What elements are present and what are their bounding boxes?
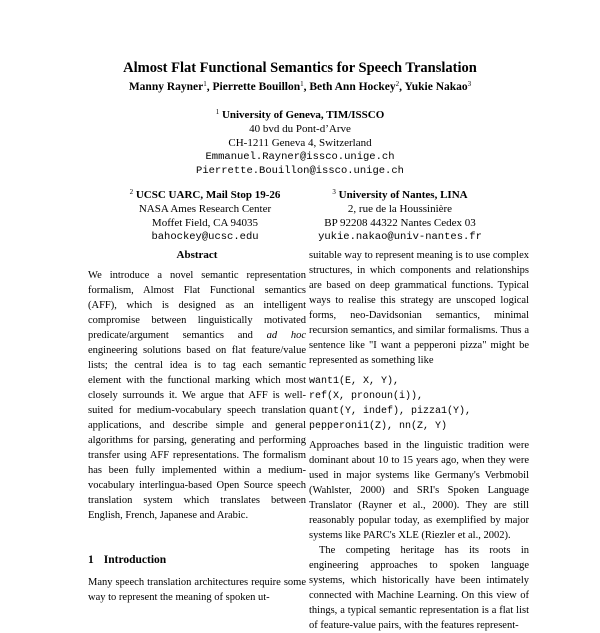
- affiliation-name: University of Geneva, TIM/ISSCO: [221, 109, 385, 121]
- code-line: want1(E, X, Y),: [309, 376, 400, 387]
- author-name: Manny Rayner: [128, 81, 204, 93]
- affiliation-name: University of Nantes, LINA: [338, 189, 468, 201]
- author-sup: 3: [467, 80, 472, 88]
- body-paragraph: suitable way to represent meaning is to use complex structures, in which components and relationships are based on deep grammatical functions. Typical ways to realise this strategy are unscoped logical forms, neo-Davidsonian semantics, minimal recursion semantics, and similar formalisms. Thus a sentence like "I want a pepperoni pizza" might be represented as something like: [309, 250, 529, 366]
- affiliation-sup: 3: [332, 188, 336, 196]
- author-separator: ,: [206, 81, 213, 93]
- author-list: [0, 81, 600, 93]
- author-name: Yukie Nakao: [404, 81, 468, 93]
- section-title: Introduction: [103, 554, 167, 566]
- affiliation-heading: [270, 188, 530, 202]
- affiliation-address-line: NASA Ames Research Center: [138, 203, 272, 215]
- affiliation-heading: [150, 108, 450, 122]
- code-line: ref(X, pronoun(i)),: [309, 391, 424, 402]
- affiliation-name: UCSC UARC, Mail Stop 19-26: [135, 189, 281, 201]
- abstract-text: We introduce a novel semantic representation formalism, Almost Flat Functional semantics (AFF), which is designed as an intelligent compromise between linguistically motivated predicate/argument semantics and: [88, 270, 306, 341]
- affiliation-address-line: CH-1211 Geneva 4, Switzerland: [228, 137, 372, 149]
- affiliation-sup: 2: [129, 188, 134, 196]
- affiliation-email: Pierrette.Bouillon@issco.unige.ch: [196, 165, 404, 177]
- author-sup: 2: [395, 80, 400, 88]
- abstract-emphasis: ad hoc: [266, 330, 306, 341]
- author-separator: ,: [399, 81, 405, 93]
- introduction-paragraph: Many speech translation architectures require some way to represent the meaning of spoken ut-: [88, 577, 306, 603]
- code-line: pepperoni1(Z), nn(Z, Y): [309, 421, 448, 432]
- abstract-text: engineering solutions based on flat feature/value lists; the central idea is to tag each semantic element with the functional marking which most closely surrounds it. We argue that AFF is well-suited for medium-vocabulary speech translation applications, and describe simple and general algorithms for parsing, generating and performing transfer using AFF representations. The formalism has been fully implemented within a medium-vocabulary interlingua-based Open Source speech translation system which translates between English, French, Japanese and Arabic.: [88, 345, 306, 521]
- affiliation-email: Emmanuel.Rayner@issco.unige.ch: [205, 151, 395, 163]
- code-block: [309, 374, 529, 434]
- section-heading-introduction: [88, 554, 166, 566]
- author-name: Pierrette Bouillon: [212, 81, 301, 93]
- section-number: 1: [88, 554, 94, 566]
- code-line: quant(Y, indef), pizza1(Y),: [309, 406, 472, 417]
- abstract-body: [88, 268, 306, 523]
- affiliation-address-line: 2, rue de la Houssinière: [347, 203, 453, 215]
- right-column: [309, 248, 529, 633]
- abstract-paragraph: [88, 268, 306, 523]
- body-paragraph: Approaches based in the linguistic tradition were dominant about 10 to 15 years ago, when they were used in major systems like Germany's Verbmobil (Wahlster, 2000) and SRI's Spoken Language Translator (Rayner et al., 2000). They are still reasonably popular today, as exemplified by major systems like PARC's XLE (Riezler et al., 2002).: [309, 440, 529, 541]
- author-separator: ,: [303, 81, 310, 93]
- author-sup: 1: [203, 80, 207, 88]
- affiliation-address-line: Moffet Field, CA 94035: [151, 217, 259, 229]
- affiliation-nantes: [270, 188, 530, 244]
- author-name: Beth Ann Hockey: [309, 81, 396, 93]
- affiliation-address-line: BP 92208 44322 Nantes Cedex 03: [324, 217, 476, 229]
- abstract-heading: Abstract: [176, 249, 218, 261]
- introduction-body: [88, 575, 306, 605]
- affiliation-address-line: 40 bvd du Pont-d’Arve: [249, 123, 351, 135]
- author-sup: 1: [300, 80, 304, 88]
- affiliation-sup: 1: [215, 108, 220, 116]
- affiliation-geneva: [150, 108, 450, 178]
- affiliation-email: bahockey@ucsc.edu: [151, 231, 259, 243]
- paper-title: Almost Flat Functional Semantics for Speech Translation: [123, 60, 477, 76]
- body-paragraph: The competing heritage has its roots in engineering approaches to spoken language systems, which historically have been intimately connected with Machine Learning. On this view of things, a typical semantic representation is a flat list of feature-value pairs, with the features represent-: [309, 545, 529, 631]
- affiliation-email: yukie.nakao@univ-nantes.fr: [318, 231, 482, 243]
